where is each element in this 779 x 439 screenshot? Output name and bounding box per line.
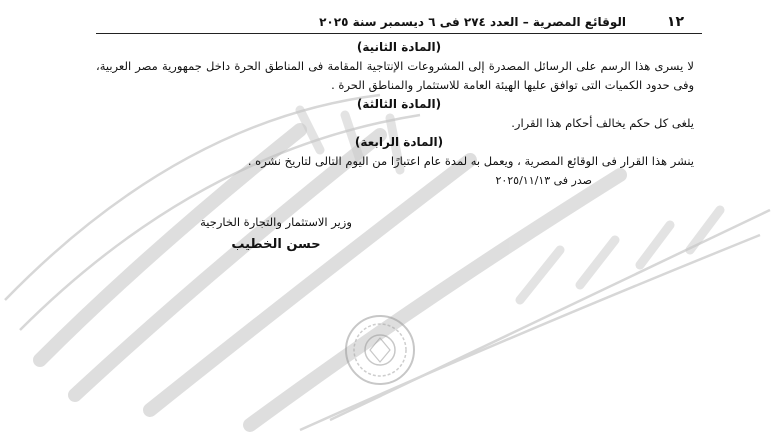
article-2-heading: (المادة الثانية) — [356, 40, 442, 54]
header-divider — [96, 33, 702, 34]
minister-name: حسن الخطيب — [231, 237, 321, 252]
page-number: ١٢ — [666, 14, 684, 30]
article-4-text: ينشر هذا القرار فى الوقائع المصرية ، ويعمل به لمدة عام اعتبارًا من اليوم التالى لتاريخ نشره . — [247, 154, 694, 168]
article-3-text: يلغى كل حكم يخالف أحكام هذا القرار. — [511, 116, 694, 130]
signature-block — [96, 213, 456, 255]
gazette-title: الوقائع المصرية – العدد ٢٧٤ فى ٦ ديسمبر سنة ٢٠٢٥ — [319, 15, 626, 29]
minister-title: وزير الاستثمار والتجارة الخارجية — [200, 215, 352, 229]
decree-body — [96, 38, 702, 190]
article-2-text: لا يسرى هذا الرسم على الرسائل المصدرة إلى المشروعات الإنتاجية المقامة فى المناطق الحرة داخل جمهورية مصر العربية، وفى حدود الكميات التى توافق عليها الهيئة العامة للاستثمار والمناطق الحرة . — [96, 59, 694, 92]
article-3-heading: (المادة الثالثة) — [356, 97, 442, 111]
article-4-heading: (المادة الرابعة) — [354, 135, 444, 149]
seal-icon — [346, 316, 414, 384]
page-header — [96, 10, 702, 32]
issue-date: صدر فى ٢٠٢٥/١١/١٣ — [495, 174, 592, 187]
